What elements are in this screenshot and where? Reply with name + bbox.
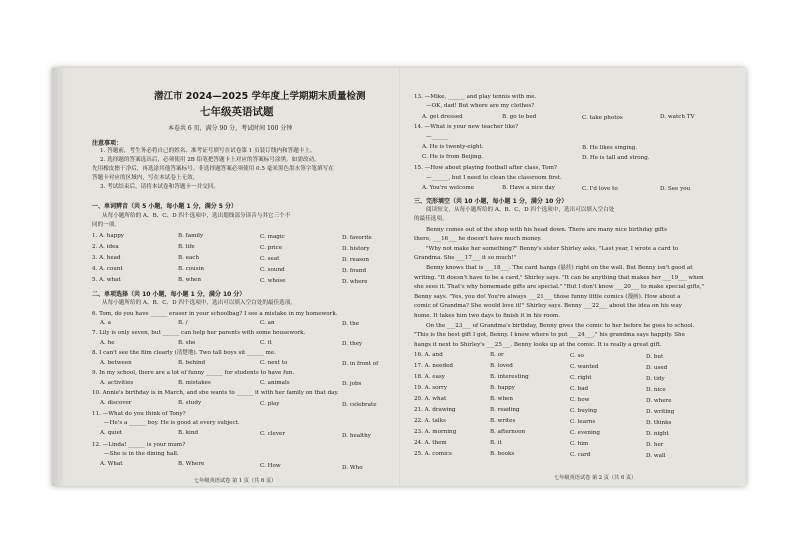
option: D. in front of	[342, 361, 379, 367]
option: B. interesting	[490, 374, 529, 380]
option: A. a	[100, 320, 111, 326]
option: B. it	[490, 440, 502, 446]
exam-sheet	[52, 68, 746, 486]
option: C. card	[570, 452, 591, 458]
option: 3. A. head	[92, 255, 121, 261]
option: 17. A. needed	[414, 363, 453, 369]
option: B. when	[490, 396, 513, 402]
part3-instruction: 阅读短文，从每小题所给的 A、B、C、D 四个选项中，选出可以填入空白处	[426, 207, 615, 213]
part1-instruction: 从每小题所给的 A、B、C、D 四个选项中，选出划线部分读音与其它三个不	[102, 213, 291, 219]
option: 20. A. what	[414, 396, 447, 402]
option: 18. A. easy	[414, 374, 445, 380]
option: C. price	[260, 245, 283, 251]
option: B. study	[178, 400, 202, 406]
option: B. books	[490, 451, 515, 457]
paper-shadow	[52, 68, 66, 486]
option: C. right	[570, 375, 592, 381]
option: D. but	[646, 354, 664, 360]
option: B. He likes singing.	[582, 145, 638, 151]
passage-line: she sees it. That's why homemade gifts are special." "But I don't know ___20___ to make special gifts,"	[414, 284, 705, 290]
option: B. each	[178, 255, 200, 261]
question-12-answer: —She is in the dining hall.	[104, 451, 179, 457]
passage-line: Grandma. She ___17___ it so much!"	[414, 255, 517, 261]
question-13-answer: —OK, dad! But where are my clothes?	[426, 103, 535, 109]
part1-instruction: 同的一项。	[92, 222, 120, 228]
option: D. history	[342, 246, 370, 252]
option: D. celebrate	[342, 402, 377, 408]
option: B. happy	[490, 385, 515, 391]
option: C. next to	[260, 360, 288, 366]
option: A. What	[100, 461, 123, 467]
option: B. Have a nice day	[502, 185, 555, 191]
option: A. quiet	[100, 430, 123, 436]
option: D. found	[342, 268, 367, 274]
note-line: 答题卡对应的区域内，写在本试卷上无效。	[92, 175, 199, 181]
question-14: 14. —What is your new teacher like?	[414, 124, 519, 130]
option: D. healthy	[342, 433, 371, 439]
option: D. writing	[646, 409, 675, 415]
question-6: 6. Tom, do you have ______ eraser in your schoolbag? I see a mistake in my homework.	[92, 311, 338, 317]
option: D. wall	[646, 453, 666, 459]
option: 16. A. and	[414, 352, 443, 358]
option: C. it	[260, 340, 272, 346]
question-14-answer: —______	[426, 134, 449, 140]
question-15-answer: —______, but I need to clean the classroom first.	[426, 175, 562, 181]
option: B. loved	[490, 363, 513, 369]
question-7: 7. Lily is only seven, but ______ can help her parents with some housework.	[92, 330, 306, 336]
passage-line: "This is the best gift I got, Benny. I know where to put ___24___," his grandma says happily. She	[414, 332, 685, 338]
option: B. afternoon	[490, 429, 526, 435]
option: B. Where	[178, 461, 205, 467]
note-line: 1. 答题前，考生务必将自己的姓名、准考证号填写在试卷第 1 页装订线内和答题卡上。	[100, 148, 316, 154]
passage-line: Benny knows that is ___18___. The card hangs (悬挂) right on the wall. But Benny isn't good at	[426, 265, 693, 271]
option: A. activities	[100, 380, 134, 386]
part1-title: 一、单词辨音（共 5 小题，每小题 1 分，满分 5 分）	[92, 203, 238, 210]
question-13: 13. —Mike, ______ and play tennis with me.	[414, 94, 537, 100]
option: D. jobs	[342, 381, 362, 387]
exam-subtitle: 七年级英语试题	[200, 106, 274, 118]
option: A. get dressed	[422, 114, 463, 120]
exam-info: 本卷共 6 页，满分 90 分，考试时间 100 分钟	[168, 125, 293, 132]
option: D. reason	[342, 257, 370, 263]
page-footer: 七年级英语试卷 第 1 页（共 6 页）	[194, 478, 277, 484]
option: B. mistakes	[178, 380, 211, 386]
option: 25. A. comics	[414, 451, 452, 457]
option: C. animals	[260, 380, 290, 386]
option: 21. A. drawing	[414, 407, 456, 413]
option: B. writes	[490, 418, 516, 424]
option: C. play	[260, 401, 280, 407]
question-11-answer: —He's a ______ boy. He is good at every subject.	[104, 420, 240, 426]
option: A. between	[100, 360, 132, 366]
option: D. nice	[646, 387, 666, 393]
option: C. He is from Beijing.	[422, 154, 483, 160]
passage-line: Benny says. "Yes, you do! You're always ___21___ those funny little comics (漫画). How about a	[414, 294, 681, 300]
passage-line: comic of Grandma? She would love it!" Shirley says. Benny ___22___ about the idea on his way	[414, 303, 682, 309]
option: 4. A. count	[92, 266, 123, 272]
option: C. seat	[260, 256, 280, 262]
option: D. See you	[660, 186, 691, 192]
option: C. bad	[570, 386, 589, 392]
option: B. /	[178, 320, 188, 326]
page-1	[92, 68, 392, 486]
page-footer: 七年级英语试卷 第 2 页（共 6 页）	[554, 475, 637, 481]
option: C. buying	[570, 408, 597, 414]
option: B. family	[178, 233, 204, 239]
question-9: 9. In my school, there are a lot of funny ______ for students to have fun.	[92, 370, 295, 376]
option: C. learns	[570, 419, 596, 425]
option: A. he	[100, 340, 115, 346]
option: C. take photos	[582, 115, 623, 121]
option: D. tidy	[646, 376, 665, 382]
option: 2. A. idea	[92, 244, 119, 250]
option: B. go to bed	[502, 114, 537, 120]
part2-instruction: 从每小题所给的 A、B、C、D 四个选项中，选出可以填入空白处的最佳选项。	[102, 300, 296, 306]
option: 5. A. what	[92, 277, 121, 283]
option: B. life	[178, 244, 195, 250]
option: C. How	[260, 463, 281, 469]
passage-line: writing. "It doesn't have to be a card," Shirley says. "It can be anything that makes her ___19___ when	[414, 275, 704, 281]
part3-title: 三、完形填空（共 10 小题，每小题 1 分，满分 10 分）	[414, 198, 568, 205]
page-2	[414, 68, 714, 486]
option: D. used	[646, 365, 668, 371]
note-line: 先用橡皮擦干净后，再选涂其他答案标号。非选择题答案必须使用 0.5 毫米黑色墨水签字笔填写在	[92, 166, 334, 172]
option: B. behind	[178, 360, 206, 366]
option: C. sound	[260, 267, 285, 273]
option: D. Who	[342, 465, 363, 471]
option: B. she	[178, 340, 196, 346]
option: D. where	[342, 279, 368, 285]
question-10: 10. Annie's birthday is in March, and she wants to ______ it with her family on that day.	[92, 390, 339, 396]
note-line: 3. 考试结束后，请将本试卷和答题卡一并交回。	[100, 184, 219, 190]
passage-line: On the ___23___ of Grandma's birthday, Benny gives the comic to her before he goes to school.	[426, 323, 695, 329]
passage-line: hangs it next to Shirley's ___25___. Benny looks up at the comic. It is really a great gift.	[414, 342, 662, 348]
option: D. watch TV	[660, 114, 695, 120]
option: D. her	[646, 442, 664, 448]
option: C. evening	[570, 430, 600, 436]
passage-line: "Why not make her something?" Benny's sister Shirley asks, "Last year, I wrote a card to	[426, 246, 679, 252]
option: D. night	[646, 431, 669, 437]
option: C. whose	[260, 278, 286, 284]
option: C. an	[260, 320, 275, 326]
question-15: 15. —How about playing football after class, Tom?	[414, 165, 557, 171]
note-line: 2. 选择题的答案选出后，必须使用 2B 铅笔把答题卡上对应的答案标号涂黑，如需改动，	[100, 157, 320, 163]
passage-line: there, ___16___ he doesn't have much money.	[414, 236, 542, 242]
option: D. thinks	[646, 420, 672, 426]
option: 22. A. talks	[414, 418, 446, 424]
question-11: 11. —What do you think of Tony?	[92, 411, 186, 417]
option: 19. A. sorry	[414, 385, 448, 391]
option: C. clever	[260, 431, 286, 437]
notes-heading: 注意事项：	[92, 140, 123, 147]
option: D. favorite	[342, 235, 372, 241]
option: D. He is tall and strong.	[582, 155, 650, 161]
question-8: 8. I can't see the film clearly (清楚地). Two tall boys sit ______ me.	[92, 350, 277, 356]
option: D. the	[342, 321, 360, 327]
option: C. him	[570, 441, 589, 447]
option: C. I'd love to	[582, 186, 618, 192]
option: C. wanted	[570, 364, 599, 370]
option: D. where	[646, 398, 672, 404]
passage-line: Benny comes out of the shop with his head down. There are many nice birthday gifts	[426, 227, 668, 233]
option: C. so	[570, 353, 584, 359]
option: 24. A. them	[414, 440, 447, 446]
option: C. magic	[260, 234, 285, 240]
passage-line: home. It takes him two days to finish it in his room.	[414, 313, 560, 319]
option: 23. A. morning	[414, 429, 457, 435]
option: 1. A. happy	[92, 233, 124, 239]
option: B. kind	[178, 430, 199, 436]
option: D. they	[342, 341, 363, 347]
option: B. cousin	[178, 266, 205, 272]
option: A. discover	[100, 400, 132, 406]
option: C. how	[570, 397, 590, 403]
option: A. He is twenty-eight.	[422, 144, 484, 150]
exam-title: 潜江市 2024—2025 学年度上学期期末质量检测	[154, 91, 366, 102]
option: A. You're welcome	[422, 185, 475, 191]
part2-title: 二、单项选择（共 10 小题，每小题 1 分，满分 10 分）	[92, 291, 246, 298]
option: B. when	[178, 277, 201, 283]
option: B. or	[490, 352, 504, 358]
question-12: 12. —Linda! ______ is your mum?	[92, 442, 186, 448]
option: B. reading	[490, 407, 520, 413]
part3-instruction: 的最佳选项。	[414, 216, 448, 222]
page-fold	[399, 68, 401, 486]
